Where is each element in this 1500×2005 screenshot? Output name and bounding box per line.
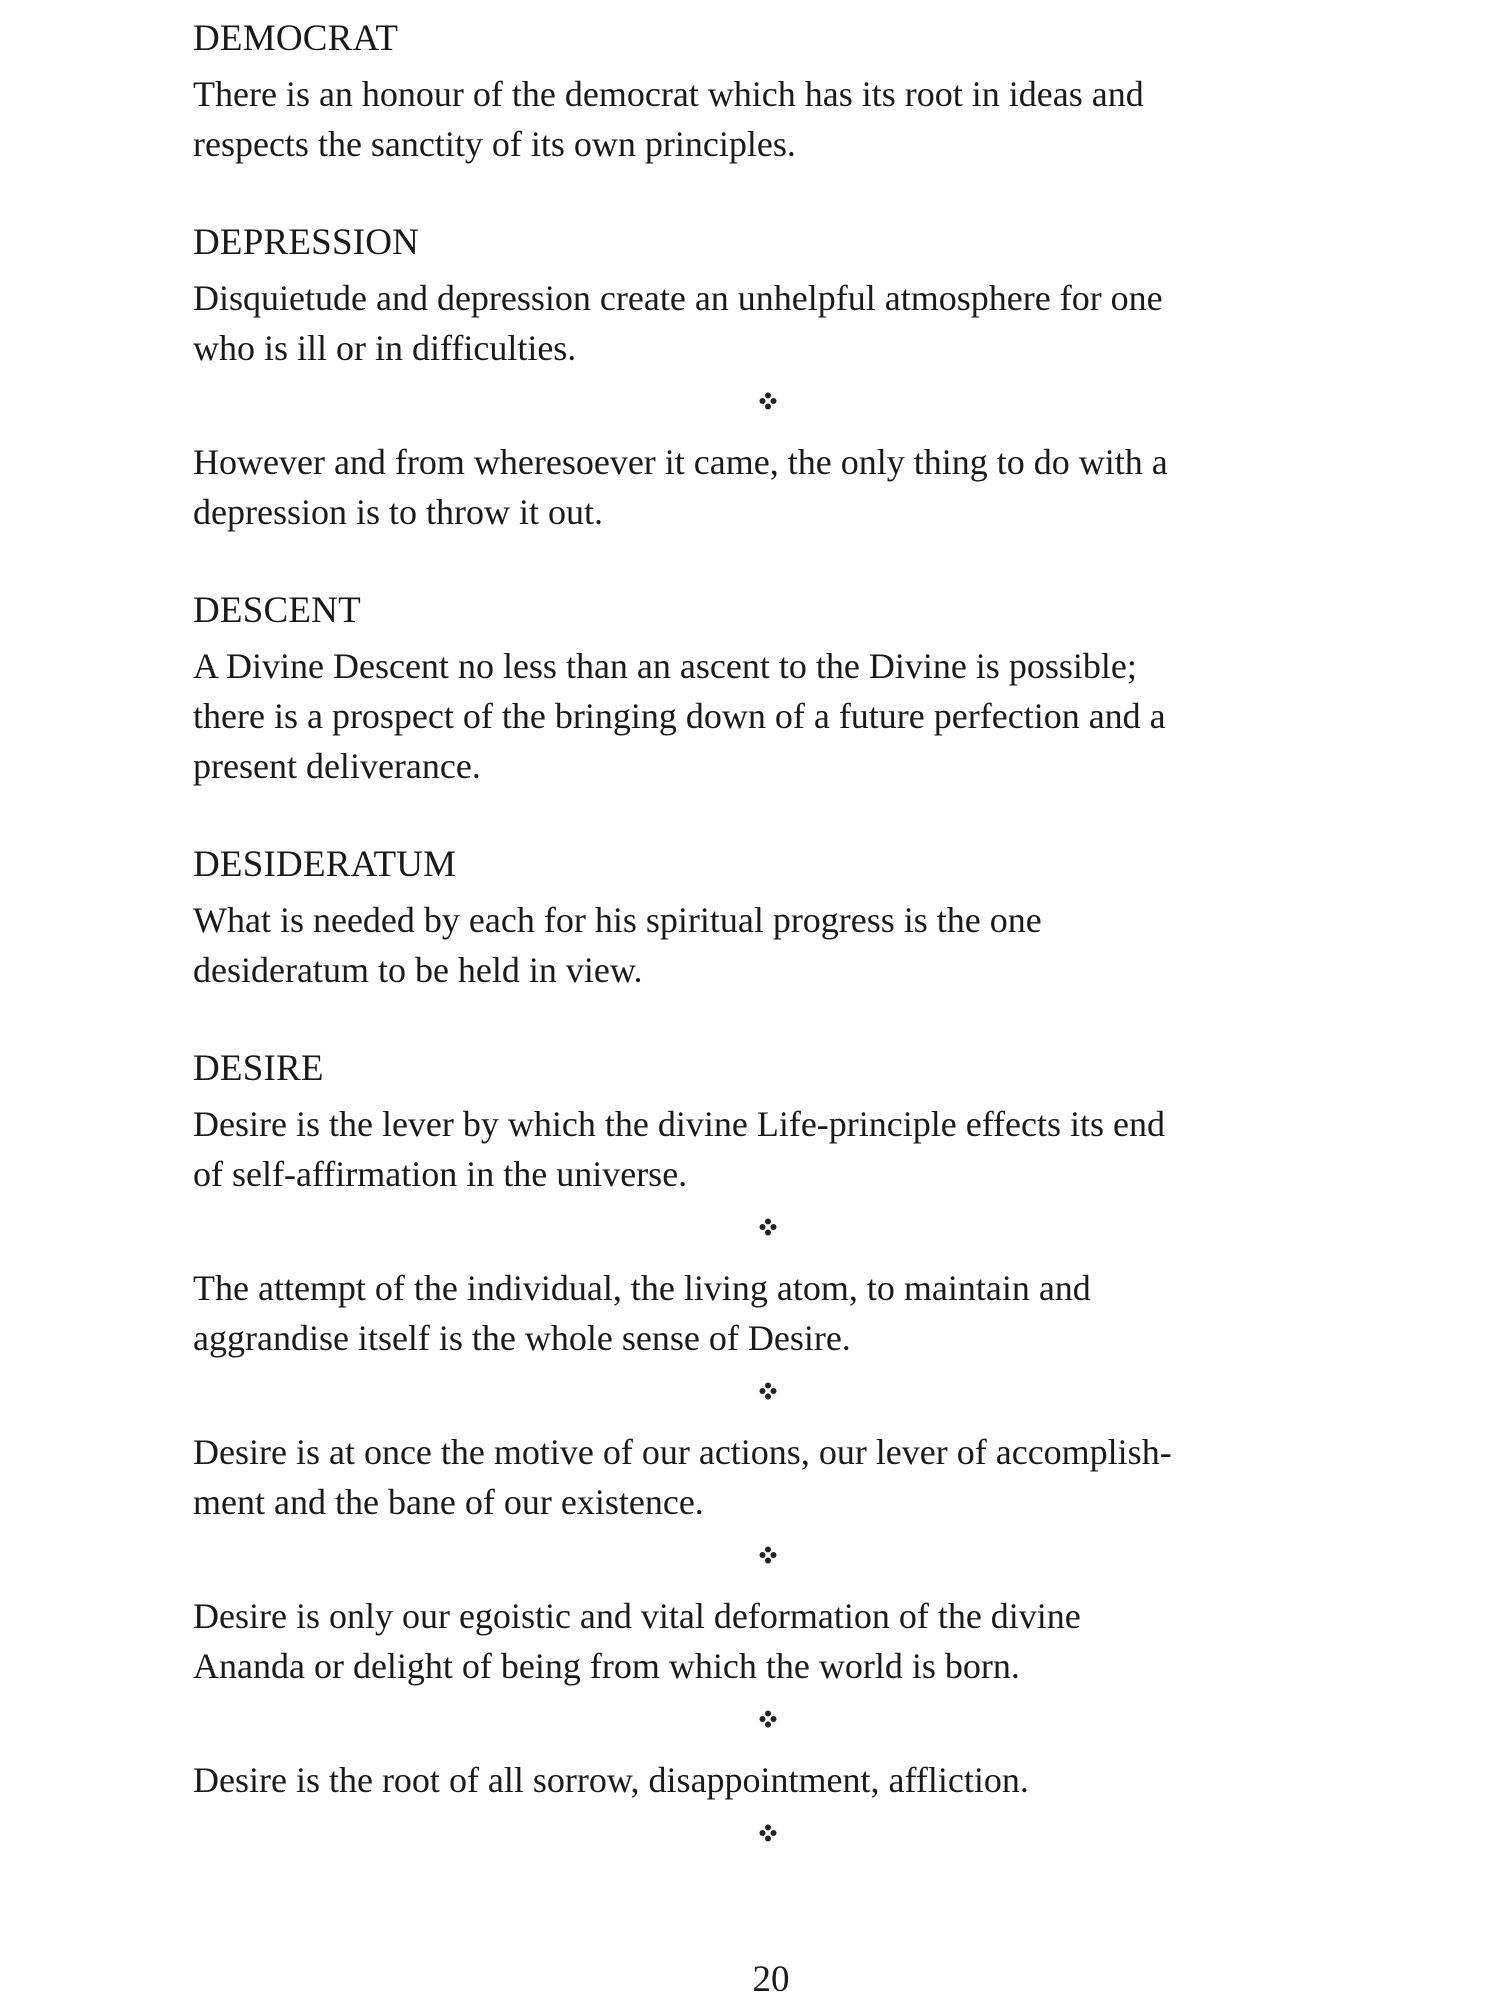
entry-descent [193, 586, 1373, 791]
four-dot-ornament-icon [758, 1545, 778, 1565]
page-content [193, 14, 1373, 1869]
text-line: respects the sanctity of its own principles. [193, 124, 796, 164]
quote-paragraph [193, 69, 1373, 169]
entry-heading: DESIRE [193, 1048, 324, 1089]
text-line: A Divine Descent no less than an ascent to the Divine is possible; [193, 646, 1137, 686]
quote-paragraph [193, 1427, 1373, 1527]
separator [193, 1805, 1373, 1869]
text-line: There is an honour of the democrat which has its root in ideas and [193, 74, 1144, 114]
quote-paragraph [193, 1099, 1373, 1199]
four-dot-ornament-icon [758, 1709, 778, 1729]
entry-desideratum [193, 840, 1373, 995]
text-line: ment and the bane of our existence. [193, 1482, 704, 1522]
text-line: aggrandise itself is the whole sense of Desire. [193, 1318, 851, 1358]
entry-heading: DEPRESSION [193, 222, 420, 263]
text-line: desideratum to be held in view. [193, 950, 643, 990]
text-line: who is ill or in difficulties. [193, 328, 577, 368]
text-line: However and from wheresoever it came, the only thing to do with a [193, 442, 1168, 482]
entry-democrat [193, 14, 1373, 169]
entry-heading: DESIDERATUM [193, 844, 457, 885]
text-line: The attempt of the individual, the living atom, to maintain and [193, 1268, 1091, 1308]
entry-heading: DESCENT [193, 590, 361, 631]
entry-desire [193, 1044, 1373, 1869]
text-line: depression is to throw it out. [193, 492, 603, 532]
text-line: there is a prospect of the bringing down of a future perfection and a [193, 696, 1166, 736]
four-dot-ornament-icon [758, 1823, 778, 1843]
four-dot-ornament-icon [758, 1217, 778, 1237]
text-line: What is needed by each for his spiritual progress is the one [193, 900, 1042, 940]
four-dot-ornament-icon [758, 391, 778, 411]
text-line: Disquietude and depression create an unhelpful atmosphere for one [193, 278, 1163, 318]
text-line: Ananda or delight of being from which the world is born. [193, 1646, 1020, 1686]
quote-paragraph [193, 895, 1373, 995]
text-line: Desire is at once the motive of our actions, our lever of accomplish- [193, 1432, 1172, 1472]
quote-paragraph [193, 437, 1373, 537]
four-dot-ornament-icon [758, 1381, 778, 1401]
quote-paragraph [193, 1263, 1373, 1363]
quote-paragraph [193, 641, 1373, 791]
text-line: Desire is the lever by which the divine Life-principle effects its end [193, 1104, 1165, 1144]
separator [193, 1527, 1373, 1591]
quote-paragraph [193, 273, 1373, 373]
text-line: Desire is only our egoistic and vital deformation of the divine [193, 1596, 1081, 1636]
text-line: present deliverance. [193, 746, 481, 786]
quote-paragraph [193, 1755, 1373, 1805]
text-line: Desire is the root of all sorrow, disappointment, affliction. [193, 1760, 1029, 1800]
separator [193, 1199, 1373, 1263]
separator [193, 1691, 1373, 1755]
entry-depression [193, 218, 1373, 537]
separator [193, 1363, 1373, 1427]
quote-paragraph [193, 1591, 1373, 1691]
page-number: 20 [752, 1959, 790, 2000]
entry-heading: DEMOCRAT [193, 18, 399, 59]
separator [193, 373, 1373, 437]
text-line: of self-affirmation in the universe. [193, 1154, 688, 1194]
